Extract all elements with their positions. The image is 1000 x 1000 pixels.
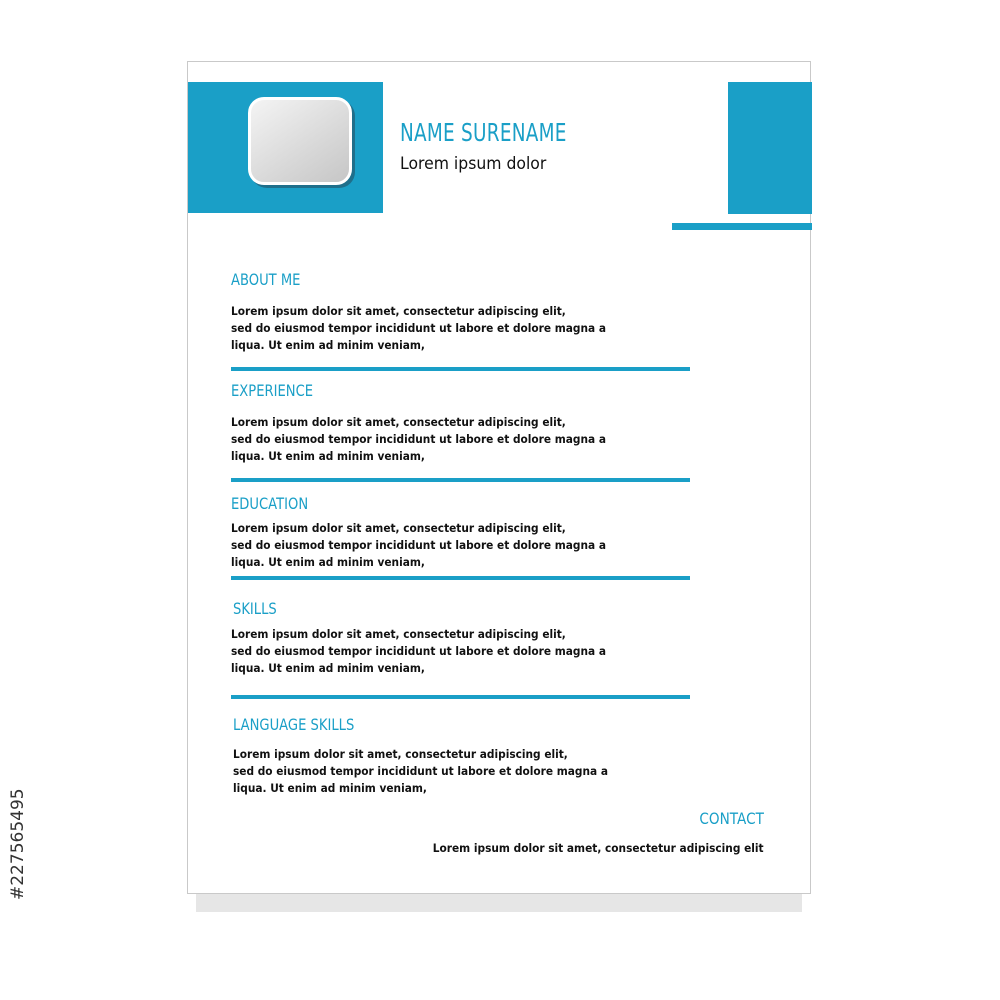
section-title-education: EDUCATION [231, 494, 309, 513]
section-text-experience: Lorem ipsum dolor sit amet, consectetur adipiscing elit, sed do eiusmod tempor incididunt ut labore et dolore magna a liqua. Ut enim ad minim veniam, [231, 415, 607, 463]
section-text-skills: Lorem ipsum dolor sit amet, consectetur adipiscing elit, sed do eiusmod tempor incididunt ut labore et dolore magna a liqua. Ut enim ad minim veniam, [231, 627, 607, 675]
section-text-language: Lorem ipsum dolor sit amet, consectetur adipiscing elit, sed do eiusmod tempor incididunt ut labore et dolore magna a liqua. Ut enim ad minim veniam, [233, 747, 609, 795]
section-divider [231, 478, 690, 482]
stock-id-label: #227565495 [8, 788, 28, 900]
section-text-education: Lorem ipsum dolor sit amet, consectetur adipiscing elit, sed do eiusmod tempor incididunt ut labore et dolore magna a liqua. Ut enim ad minim veniam, [231, 521, 607, 569]
contact-text: Lorem ipsum dolor sit amet, consectetur adipiscing elit [433, 841, 764, 855]
section-title-about: ABOUT ME [231, 270, 301, 289]
resume-subtitle: Lorem ipsum dolor [400, 154, 547, 174]
section-divider [231, 367, 690, 371]
section-title-language: LANGUAGE SKILLS [233, 715, 355, 734]
section-text-about: Lorem ipsum dolor sit amet, consectetur adipiscing elit, sed do eiusmod tempor incididunt ut labore et dolore magna a liqua. Ut enim ad minim veniam, [231, 304, 607, 352]
section-title-experience: EXPERIENCE [231, 381, 314, 400]
contact-title: CONTACT [699, 809, 764, 828]
section-title-skills: SKILLS [233, 599, 277, 618]
right-accent-block [728, 82, 812, 214]
section-divider [231, 576, 690, 580]
right-accent-bar [672, 223, 812, 230]
resume-page [187, 61, 811, 894]
photo-placeholder-icon [248, 97, 352, 185]
resume-name: NAME SURENAME [400, 118, 567, 147]
section-divider [231, 695, 690, 699]
